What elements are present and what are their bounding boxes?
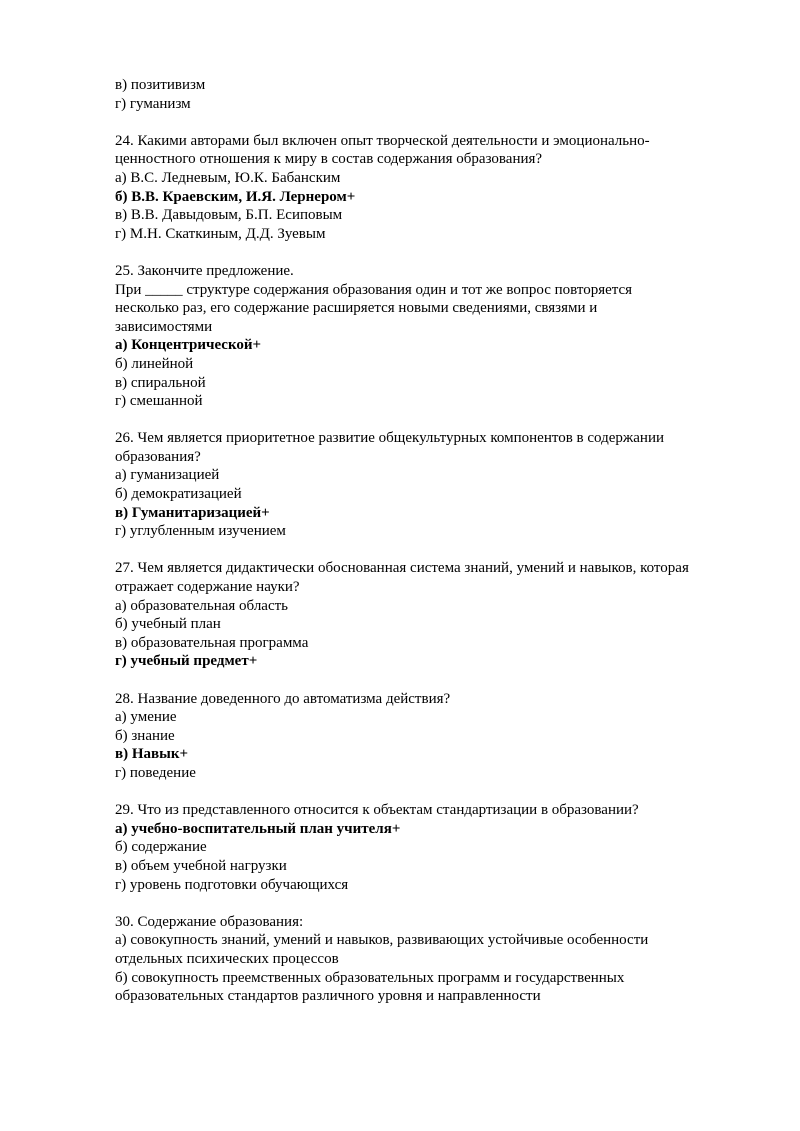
question-text-line: 25. Закончите предложение. (115, 262, 294, 279)
question-text-line: 28. Название доведенного до автоматизма действия? (115, 690, 451, 707)
question-30 (115, 913, 755, 1006)
answer-option: в) В.В. Давыдовым, Б.П. Есиповым (115, 207, 343, 224)
answer-option: в) объем учебной нагрузки (115, 857, 287, 874)
answer-option: б) содержание (115, 839, 207, 856)
answer-option: а) гуманизацией (115, 467, 220, 484)
question-text-line: ценностного отношения к миру в состав содержания образования? (115, 151, 543, 168)
answer-option: а) умение (115, 709, 177, 726)
answer-option: б) знание (115, 727, 175, 744)
correct-answer-option: г) учебный предмет+ (115, 653, 258, 670)
answer-option: г) М.Н. Скаткиным, Д.Д. Зуевым (115, 225, 326, 242)
answer-option: б) совокупность преемственных образовательных программ и государственных (115, 969, 625, 986)
question-text-line: 27. Чем является дидактически обоснованная система знаний, умений и навыков, которая (115, 560, 689, 577)
answer-option: а) образовательная область (115, 597, 289, 614)
answer-option: г) смешанной (115, 393, 203, 410)
answer-option: б) учебный план (115, 616, 221, 633)
answer-option: г) гуманизм (115, 95, 191, 112)
answer-option: г) поведение (115, 764, 196, 781)
answer-option: а) совокупность знаний, умений и навыков, развивающих устойчивые особенности (115, 932, 649, 949)
question-text-line: 29. Что из представленного относится к объектам стандартизации в образовании? (115, 802, 639, 819)
question-29 (115, 801, 755, 894)
answer-option: б) линейной (115, 355, 194, 372)
correct-answer-option: в) Гуманитаризацией+ (115, 504, 270, 521)
correct-answer-option: б) В.В. Краевским, И.Я. Лернером+ (115, 188, 356, 205)
question-body-line: зависимостями (115, 318, 213, 335)
document-page (115, 76, 755, 1024)
answer-option: в) позитивизм (115, 77, 206, 93)
question-text-line: 30. Содержание образования: (115, 913, 304, 930)
question-26 (115, 429, 755, 541)
question-body-line: При _____ структуре содержания образования один и тот же вопрос повторяется (115, 281, 633, 298)
correct-answer-option: а) учебно-воспитательный план учителя+ (115, 820, 401, 837)
question-body-line: несколько раз, его содержание расширяется новыми сведениями, связями и (115, 300, 598, 317)
answer-option: г) уровень подготовки обучающихся (115, 876, 349, 893)
question-28 (115, 690, 755, 783)
answer-option: б) демократизацией (115, 486, 242, 503)
question-text-line: образования? (115, 448, 201, 465)
question-27 (115, 559, 755, 671)
answer-option: в) спиральной (115, 374, 206, 391)
correct-answer-option: а) Концентрической+ (115, 337, 262, 354)
answer-option: а) В.С. Ледневым, Ю.К. Бабанским (115, 169, 341, 186)
question-text-line: 26. Чем является приоритетное развитие общекультурных компонентов в содержании (115, 430, 665, 447)
question-25 (115, 262, 755, 411)
question-text-line: отражает содержание науки? (115, 579, 300, 596)
correct-answer-option: в) Навык+ (115, 746, 189, 763)
question-24 (115, 132, 755, 244)
answer-option: отдельных психических процессов (115, 950, 339, 967)
answer-option: в) образовательная программа (115, 634, 309, 651)
question-23-tail (115, 76, 755, 113)
question-text-line: 24. Какими авторами был включен опыт творческой деятельности и эмоционально- (115, 132, 650, 149)
answer-option: образовательных стандартов различного уровня и направленности (115, 988, 541, 1005)
answer-option: г) углубленным изучением (115, 523, 286, 540)
